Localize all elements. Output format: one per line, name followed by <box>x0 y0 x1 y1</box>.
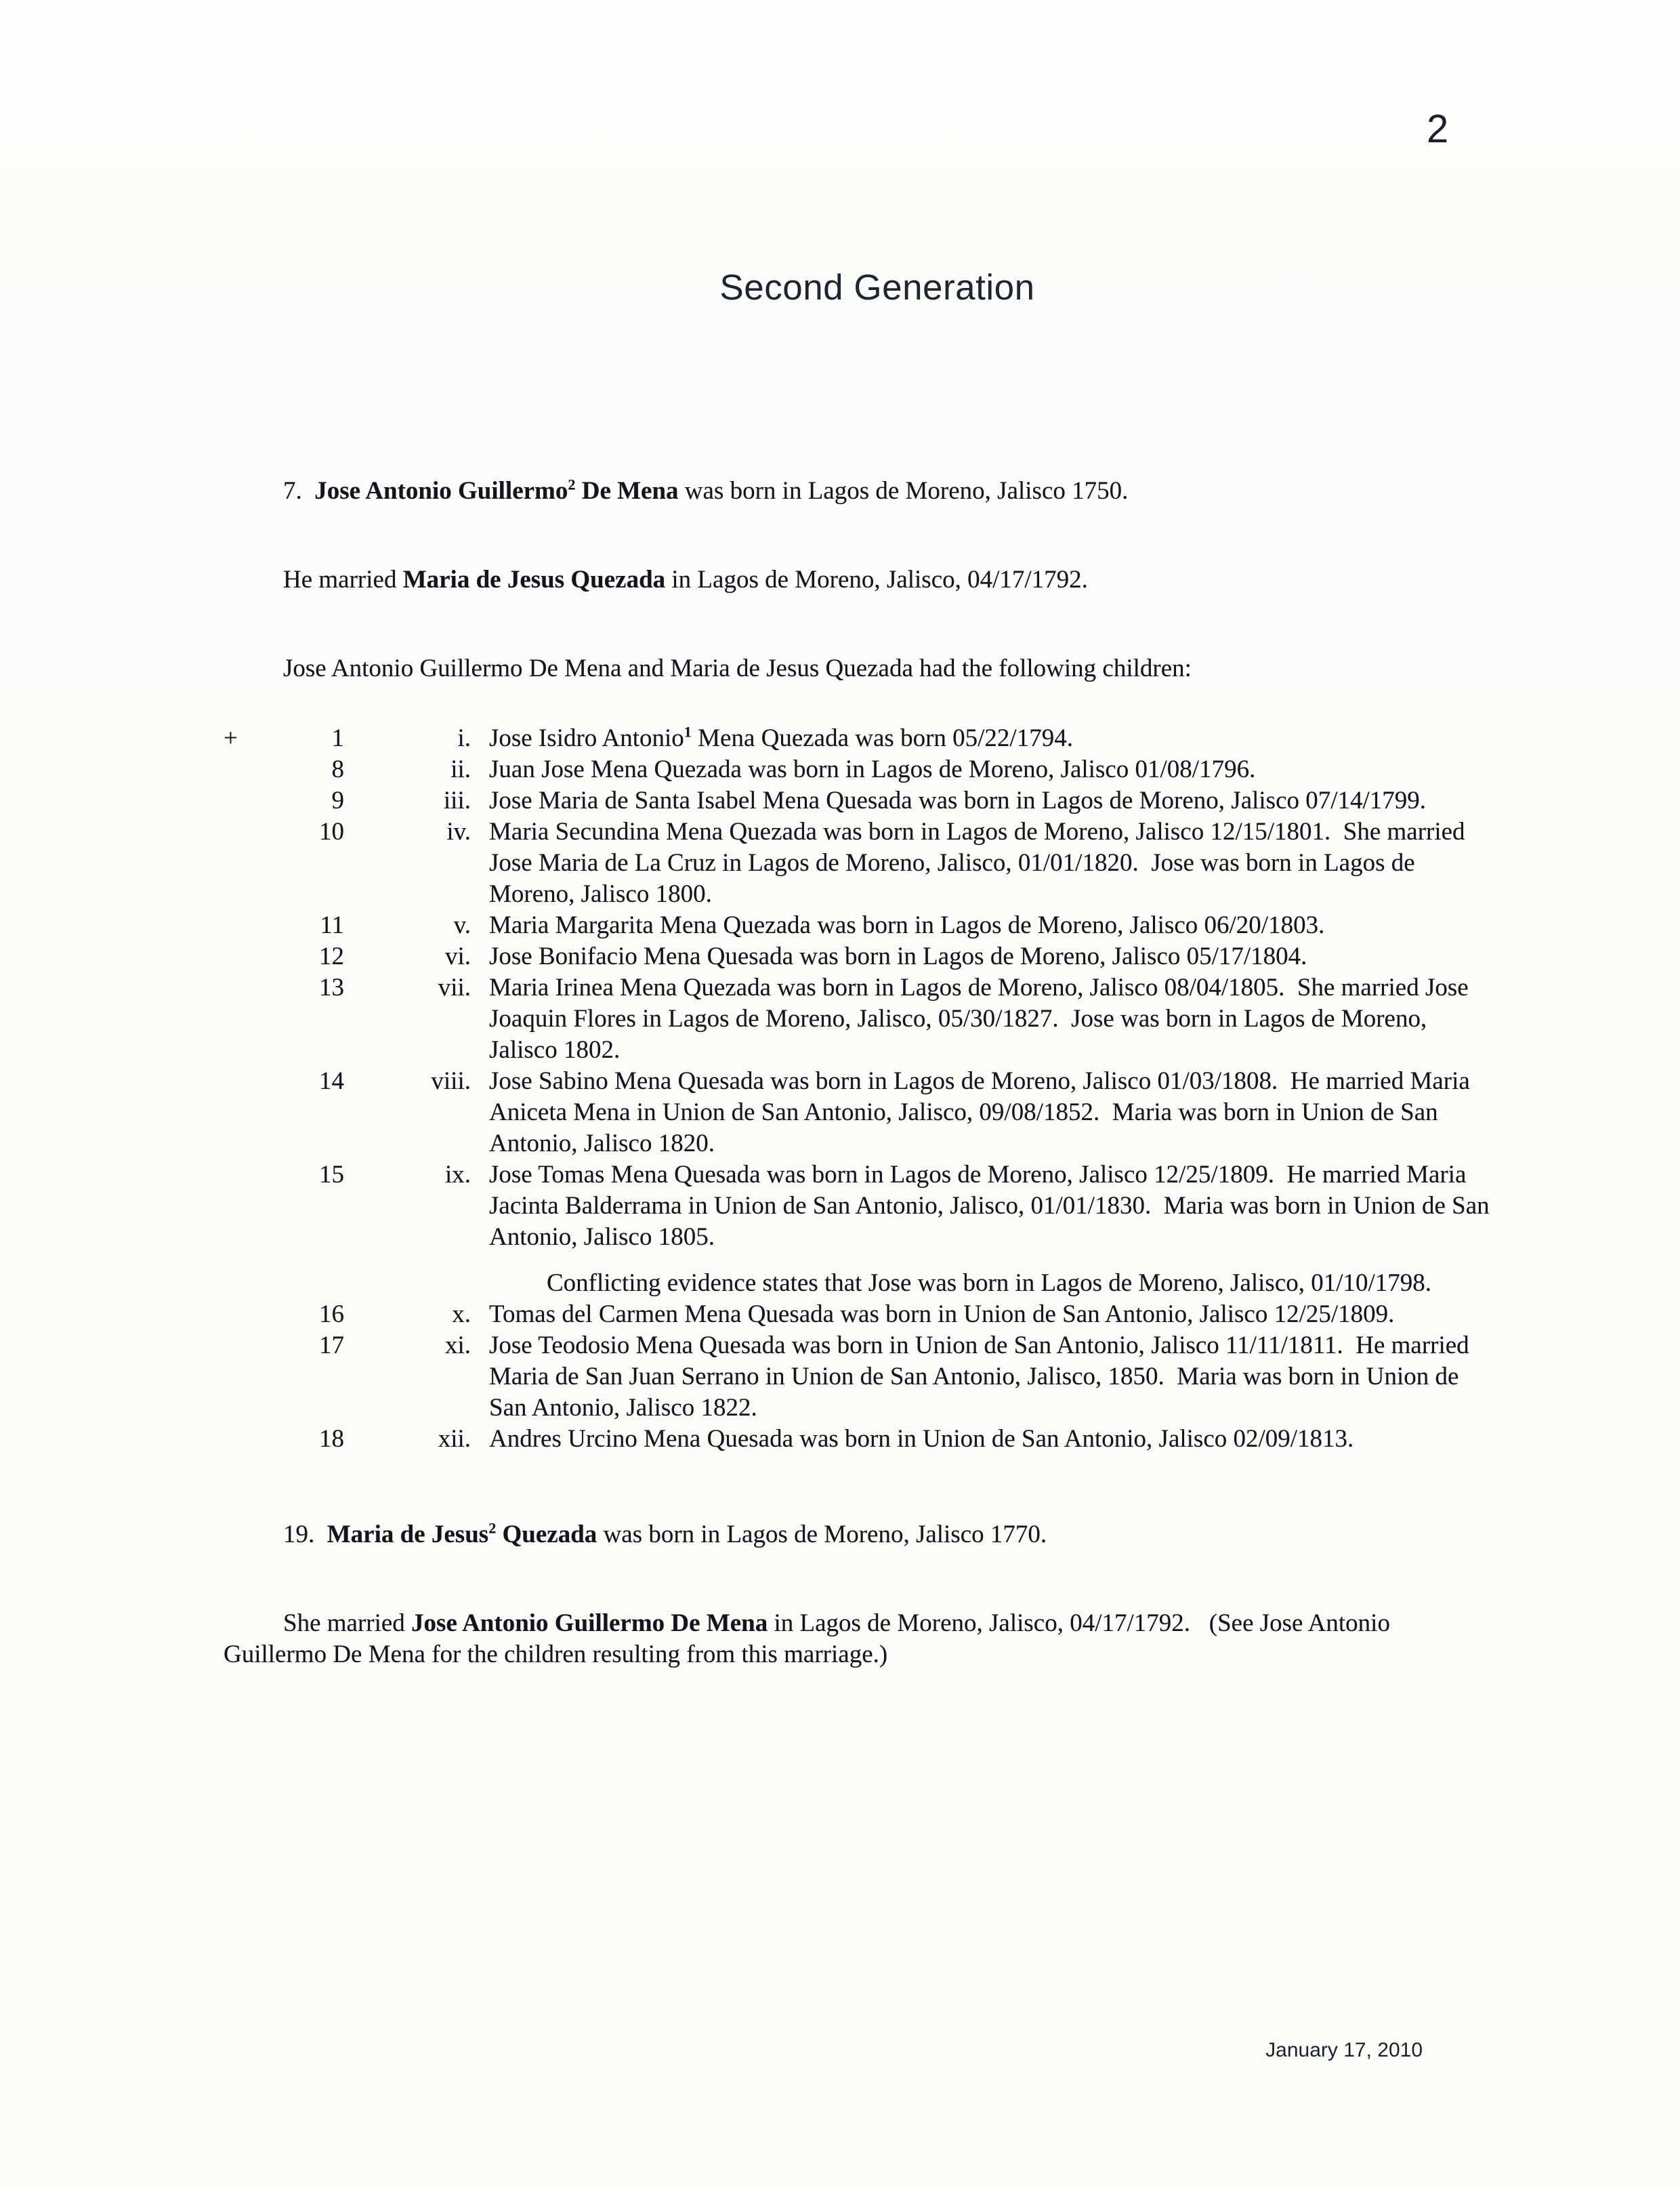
person-19-marriage-paragraph <box>224 1608 1490 1670</box>
child-description <box>471 1159 1494 1253</box>
child-row <box>224 1299 1490 1330</box>
child-row <box>224 817 1490 910</box>
child-id-number: 8 <box>331 756 344 783</box>
child-roman-numeral: ii. <box>450 756 471 783</box>
child-roman-numeral: xii. <box>438 1425 471 1453</box>
person-19-birth-text: was born in Lagos de Moreno, Jalisco 1770. <box>597 1521 1047 1548</box>
child-id-number: 16 <box>319 1300 344 1328</box>
child-description <box>471 1330 1490 1424</box>
person-7-marriage-paragraph <box>224 564 1490 596</box>
person-19-name: Maria de Jesus <box>327 1521 489 1548</box>
child-id-number: 17 <box>319 1332 344 1359</box>
child-plus-marker: + <box>224 724 238 752</box>
child-text: Maria Secundina Mena Quezada was born in Lagos de Moreno, Jalisco 12/15/1801. She married Jose Maria de La Cruz in Lagos de Moreno, Jalisco, 01/01/1820. Jose was born in Lagos de Moreno, Jalisco 1800. <box>489 818 1471 908</box>
child-text: Jose Teodosio Mena Quesada was born in Union de San Antonio, Jalisco 11/11/1811. He married Maria de San Juan Serrano in Union de San Antonio, Jalisco, 1850. Maria was born in Union de San Antonio, Jalisco 1822. <box>489 1332 1475 1422</box>
conflicting-evidence-note: Conflicting evidence states that Jose was born in Lagos de Moreno, Jalisco, 01/10/1798. <box>547 1269 1432 1297</box>
child-row <box>224 1330 1490 1424</box>
person-7-name: Jose Antonio Guillermo <box>314 477 568 505</box>
child-id-number: 12 <box>319 943 344 970</box>
child-roman-numeral: xi. <box>444 1332 471 1359</box>
child-text: Andres Urcino Mena Quesada was born in Union de San Antonio, Jalisco 02/09/1813. <box>489 1425 1354 1453</box>
child-roman-numeral: vii. <box>438 974 471 1002</box>
marriage-prefix: She married <box>283 1609 412 1637</box>
child-row <box>224 1159 1494 1253</box>
child-id-number: 11 <box>320 911 344 939</box>
child-description <box>471 754 1490 785</box>
child-row <box>224 1424 1490 1455</box>
child-id-number: 18 <box>319 1425 344 1453</box>
child-description <box>471 817 1490 910</box>
person-19-number: 19. <box>283 1521 327 1548</box>
person-7-surname: De Mena <box>575 477 679 505</box>
person-19-birth-paragraph <box>224 1519 1490 1550</box>
child-id-number: 14 <box>319 1067 344 1095</box>
child-text: Jose Sabino Mena Quesada was born in Lagos de Moreno, Jalisco 01/03/1808. He married Maria Aniceta Mena in Union de San Antonio, Jalisco, 09/08/1852. Maria was born in Union de San Antonio, Jalisco 1820. <box>489 1067 1475 1157</box>
child-text: Juan Jose Mena Quezada was born in Lagos de Moreno, Jalisco 01/08/1796. <box>489 756 1256 783</box>
marriage-prefix: He married <box>283 566 403 594</box>
children-intro-paragraph: Jose Antonio Guillermo De Mena and Maria de Jesus Quezada had the following children: <box>283 655 1192 682</box>
child-id-number: 9 <box>331 787 344 814</box>
child-row <box>224 723 1490 754</box>
person-7-spouse-name: Maria de Jesus Quezada <box>402 566 666 594</box>
person-19-section <box>224 1519 1490 1670</box>
child-id-number: 13 <box>319 974 344 1002</box>
child-text: Mena Quezada was born 05/22/1794. <box>691 724 1073 752</box>
child-roman-numeral: viii. <box>431 1067 471 1095</box>
child-text: Maria Irinea Mena Quezada was born in Lagos de Moreno, Jalisco 08/04/1805. She married Jose Joaquin Flores in Lagos de Moreno, Jalisco, 05/30/1827. Jose was born in Lagos de Moreno, Jalisco 1802. <box>489 974 1475 1064</box>
generation-superscript: 2 <box>488 1519 497 1537</box>
child-roman-numeral: iv. <box>446 818 471 846</box>
children-list <box>224 723 1494 1455</box>
child-text: Tomas del Carmen Mena Quesada was born in Union de San Antonio, Jalisco 12/25/1809. <box>489 1300 1395 1328</box>
person-7-number: 7. <box>283 477 315 505</box>
child-text: Jose Maria de Santa Isabel Mena Quesada was born in Lagos de Moreno, Jalisco 07/14/1799. <box>489 787 1427 814</box>
child-roman-numeral: x. <box>452 1300 471 1328</box>
child-description <box>471 972 1490 1066</box>
section-heading: Second Generation <box>719 268 1035 308</box>
child-roman-numeral: i. <box>457 724 471 752</box>
page-number: 2 <box>1427 107 1449 151</box>
person-19-surname: Quezada <box>496 1521 597 1548</box>
document-body <box>224 476 1494 1670</box>
child-text: Maria Margarita Mena Quezada was born in Lagos de Moreno, Jalisco 06/20/1803. <box>489 911 1325 939</box>
child-description <box>471 1066 1490 1159</box>
child-roman-numeral: ix. <box>444 1161 471 1189</box>
child-roman-numeral: vi. <box>444 943 471 970</box>
person-19-spouse-name: Jose Antonio Guillermo De Mena <box>411 1609 768 1637</box>
child-text: Jose Bonifacio Mena Quesada was born in Lagos de Moreno, Jalisco 05/17/1804. <box>489 943 1307 970</box>
child-row <box>224 941 1490 972</box>
footer-date: January 17, 2010 <box>1265 2039 1423 2061</box>
person-7-birth-text: was born in Lagos de Moreno, Jalisco 1750. <box>678 477 1129 505</box>
child-roman-numeral: iii. <box>443 787 471 814</box>
person-7-birth-paragraph <box>224 476 1490 507</box>
child-description <box>471 1424 1490 1455</box>
marriage-details: in Lagos de Moreno, Jalisco, 04/17/1792. (See Jose Antonio Guillermo De Mena for the children resulting from this marriage.) <box>224 1609 1397 1668</box>
child-description <box>471 941 1490 972</box>
marriage-details: in Lagos de Moreno, Jalisco, 04/17/1792. <box>665 566 1088 594</box>
child-row <box>224 910 1490 941</box>
child-description <box>471 785 1490 817</box>
child-id-number: 15 <box>319 1161 344 1189</box>
child-description <box>471 910 1490 941</box>
child-text: Jose Tomas Mena Quesada was born in Lagos de Moreno, Jalisco 12/25/1809. He married Maria Jacinta Balderrama in Union de San Antonio, Jalisco, 01/01/1830. Maria was born in Union de San Antonio, Jalisco 1805. <box>489 1161 1494 1251</box>
generation-superscript: 2 <box>568 476 576 493</box>
child-roman-numeral: v. <box>453 911 471 939</box>
generation-superscript: 1 <box>684 723 692 741</box>
child-row <box>224 785 1490 817</box>
child-row <box>224 1066 1490 1159</box>
child-text: Jose Isidro Antonio <box>489 724 684 752</box>
child-description <box>471 723 1490 754</box>
child-id-number: 1 <box>331 724 344 752</box>
child-description <box>471 1299 1490 1330</box>
child-id-number: 10 <box>319 818 344 846</box>
child-row <box>224 754 1490 785</box>
child-row <box>224 972 1490 1066</box>
